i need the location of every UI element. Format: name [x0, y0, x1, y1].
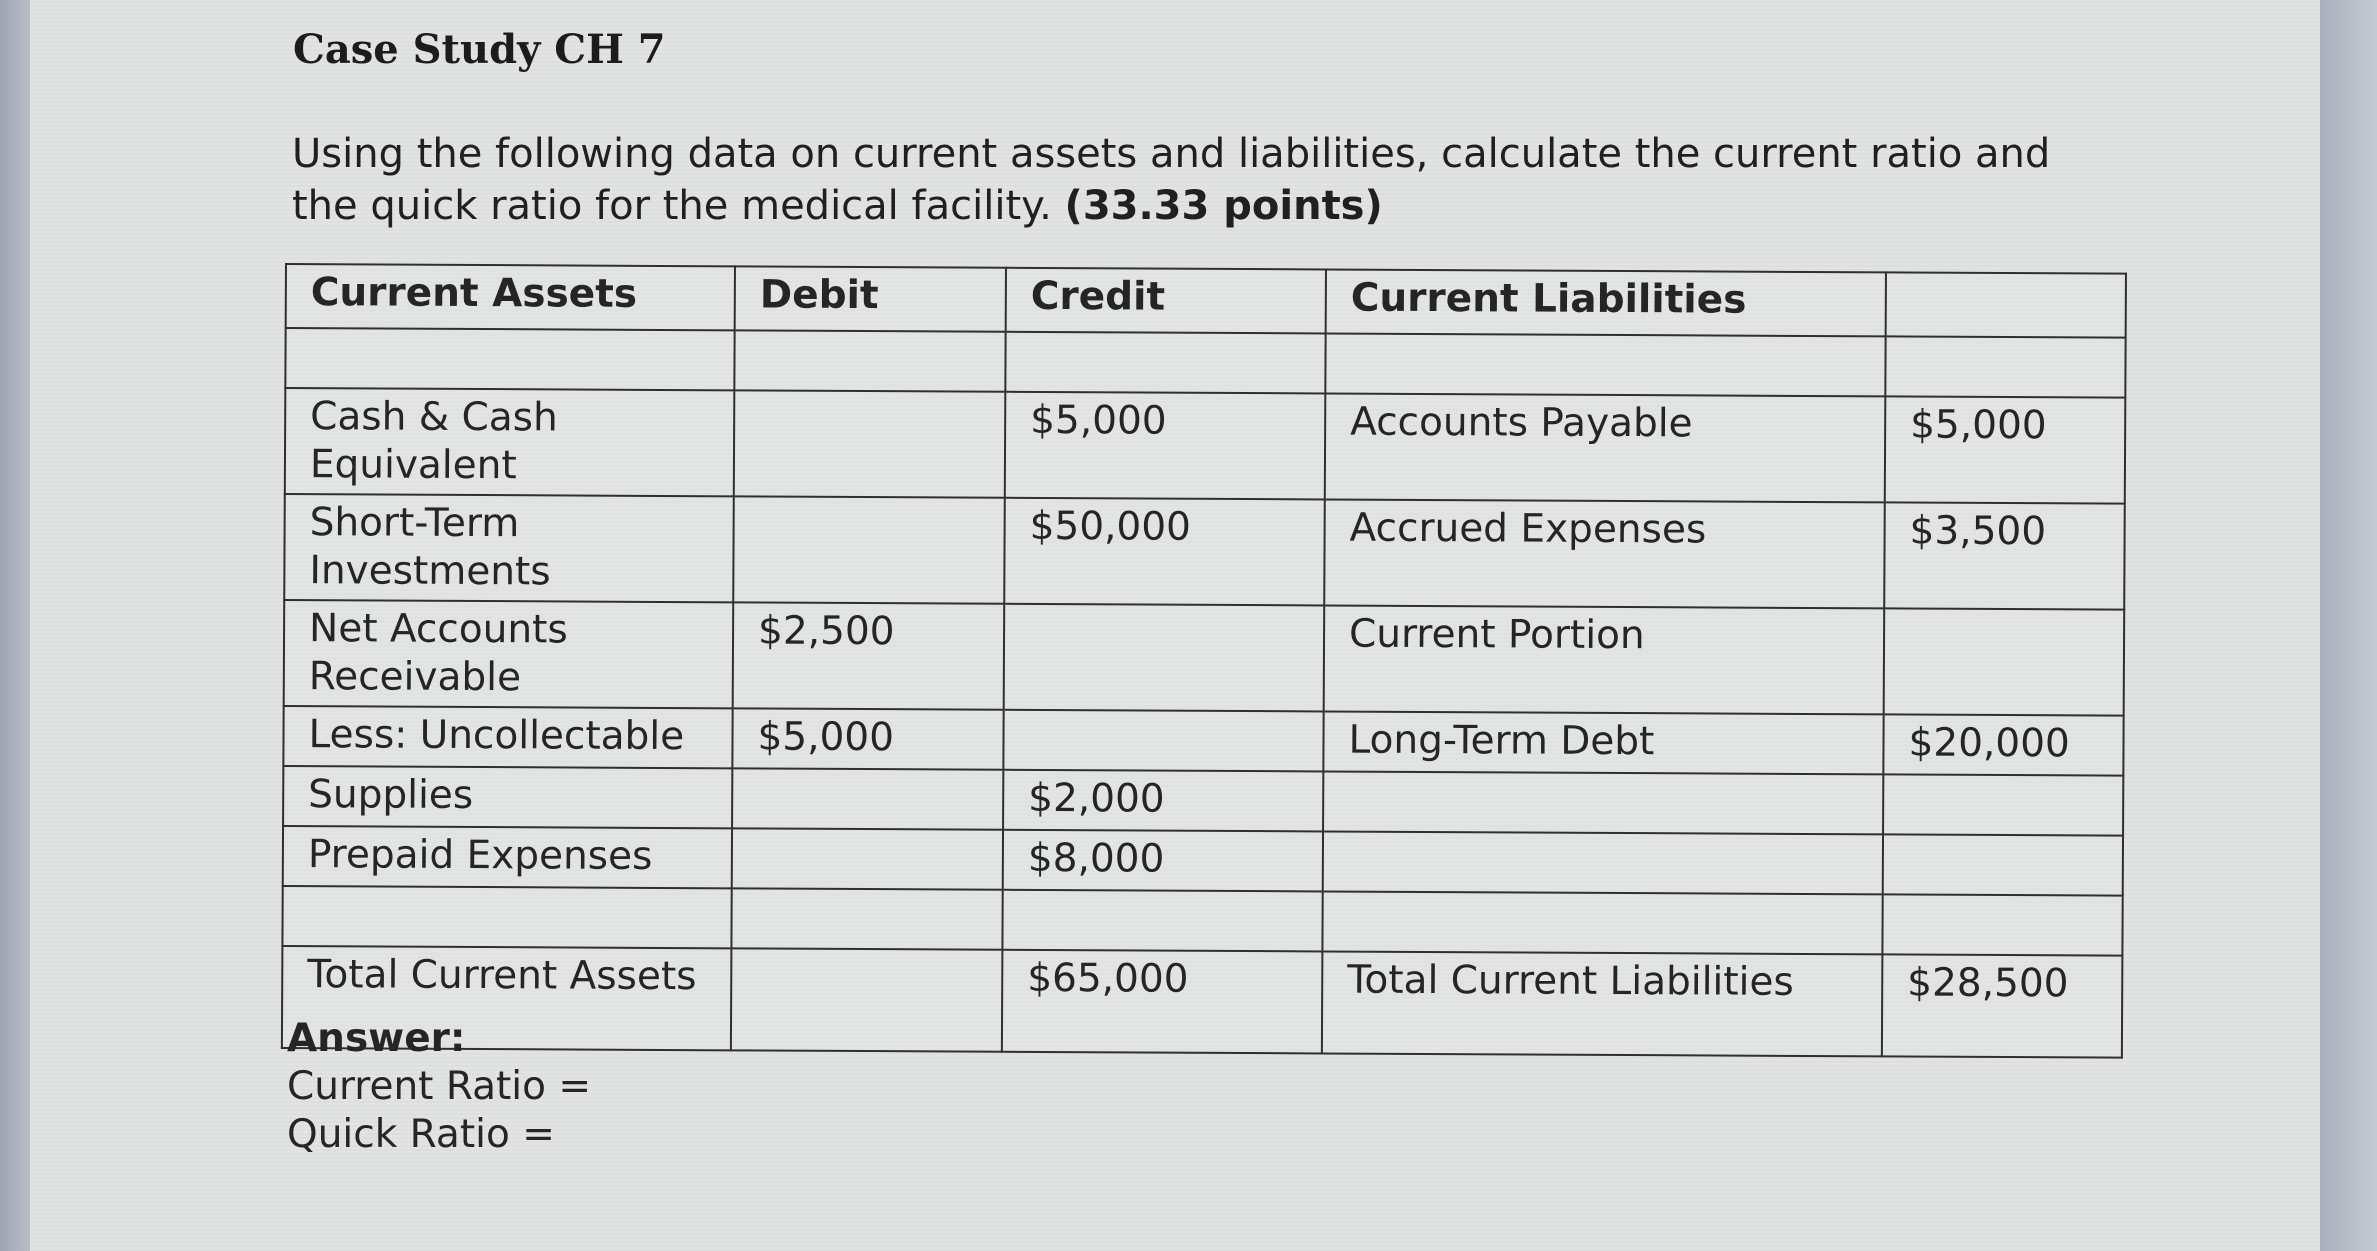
table-cell: Supplies [283, 766, 732, 828]
table-row [285, 328, 2125, 398]
table-cell [732, 828, 1003, 889]
table-cell: $8,000 [1003, 830, 1323, 892]
table-cell [1005, 332, 1325, 394]
table-row [284, 494, 2125, 610]
table-cell: $2,000 [1003, 770, 1323, 832]
table-cell: $5,000 [1885, 396, 2126, 503]
quick-ratio-line: Quick Ratio = [287, 1112, 555, 1157]
points-label: (33.33 points) [1064, 183, 1383, 229]
table-cell: Short-Term Investments [284, 494, 734, 602]
table-cell [732, 768, 1003, 829]
table-cell: Prepaid Expenses [283, 826, 732, 888]
table-cell: $65,000 [1002, 950, 1323, 1054]
table-cell: Net Accounts Receivable [284, 600, 734, 708]
table-cell [733, 496, 1005, 603]
table-cell: Current Portion [1324, 605, 1885, 714]
table-header-row [286, 264, 2126, 338]
table-cell [1322, 891, 1882, 954]
table-cell: $2,500 [733, 602, 1005, 709]
table-cell: Cash & Cash Equivalent [285, 388, 735, 496]
table-cell [1883, 774, 2123, 835]
table-row [282, 886, 2122, 956]
instructions-body: Using the following data on current assets and liabilities, calculate the current ratio and the quick ratio for the medical facility. [292, 131, 2051, 229]
table-cell: $20,000 [1883, 714, 2123, 775]
table-cell: $50,000 [1004, 498, 1325, 606]
table-cell [1884, 608, 2125, 715]
table-cell: Long-Term Debt [1323, 711, 1883, 774]
assets-liabilities-table [281, 263, 2127, 1059]
answer-label: Answer: [287, 1016, 466, 1061]
header-liability-amount [1886, 272, 2126, 337]
table-cell: $28,500 [1882, 954, 2123, 1057]
table-row [283, 766, 2123, 836]
table-cell [734, 390, 1006, 497]
table-cell [734, 330, 1005, 391]
table-cell: Total Current Assets [282, 946, 732, 1050]
table-cell [285, 328, 734, 390]
table-cell [1003, 710, 1323, 772]
current-ratio-line: Current Ratio = [287, 1064, 592, 1109]
table-row [283, 706, 2123, 776]
table-cell [1325, 333, 1885, 396]
background-edge-right [2320, 0, 2377, 1251]
page-title: Case Study CH 7 [293, 26, 666, 73]
table-cell [1323, 771, 1883, 834]
table-row [284, 600, 2125, 716]
table-cell [1323, 831, 1883, 894]
table-cell: $5,000 [1005, 392, 1326, 500]
table-cell [1883, 834, 2123, 895]
table-cell [1002, 890, 1322, 952]
header-debit: Debit [735, 266, 1006, 331]
header-current-liabilities: Current Liabilities [1326, 269, 1886, 336]
instructions-text [292, 128, 2072, 232]
table-cell: $5,000 [732, 708, 1003, 769]
table-cell: Total Current Liabilities [1322, 951, 1883, 1056]
table-cell: Accrued Expenses [1324, 499, 1885, 608]
table-cell [282, 886, 731, 948]
table-cell [731, 888, 1002, 949]
answer-section [287, 1015, 591, 1159]
table-row [283, 826, 2123, 896]
table-cell [1885, 336, 2125, 397]
header-credit: Credit [1006, 268, 1326, 334]
table-cell: $3,500 [1884, 502, 2125, 609]
table-cell: Accounts Payable [1325, 393, 1886, 502]
background-edge-left [0, 0, 30, 1251]
table-cell [1004, 604, 1325, 712]
table-cell [1882, 894, 2122, 955]
table-cell: Less: Uncollectable [283, 706, 732, 768]
table-cell [731, 948, 1003, 1051]
table-row [285, 388, 2126, 504]
header-current-assets: Current Assets [286, 264, 735, 330]
